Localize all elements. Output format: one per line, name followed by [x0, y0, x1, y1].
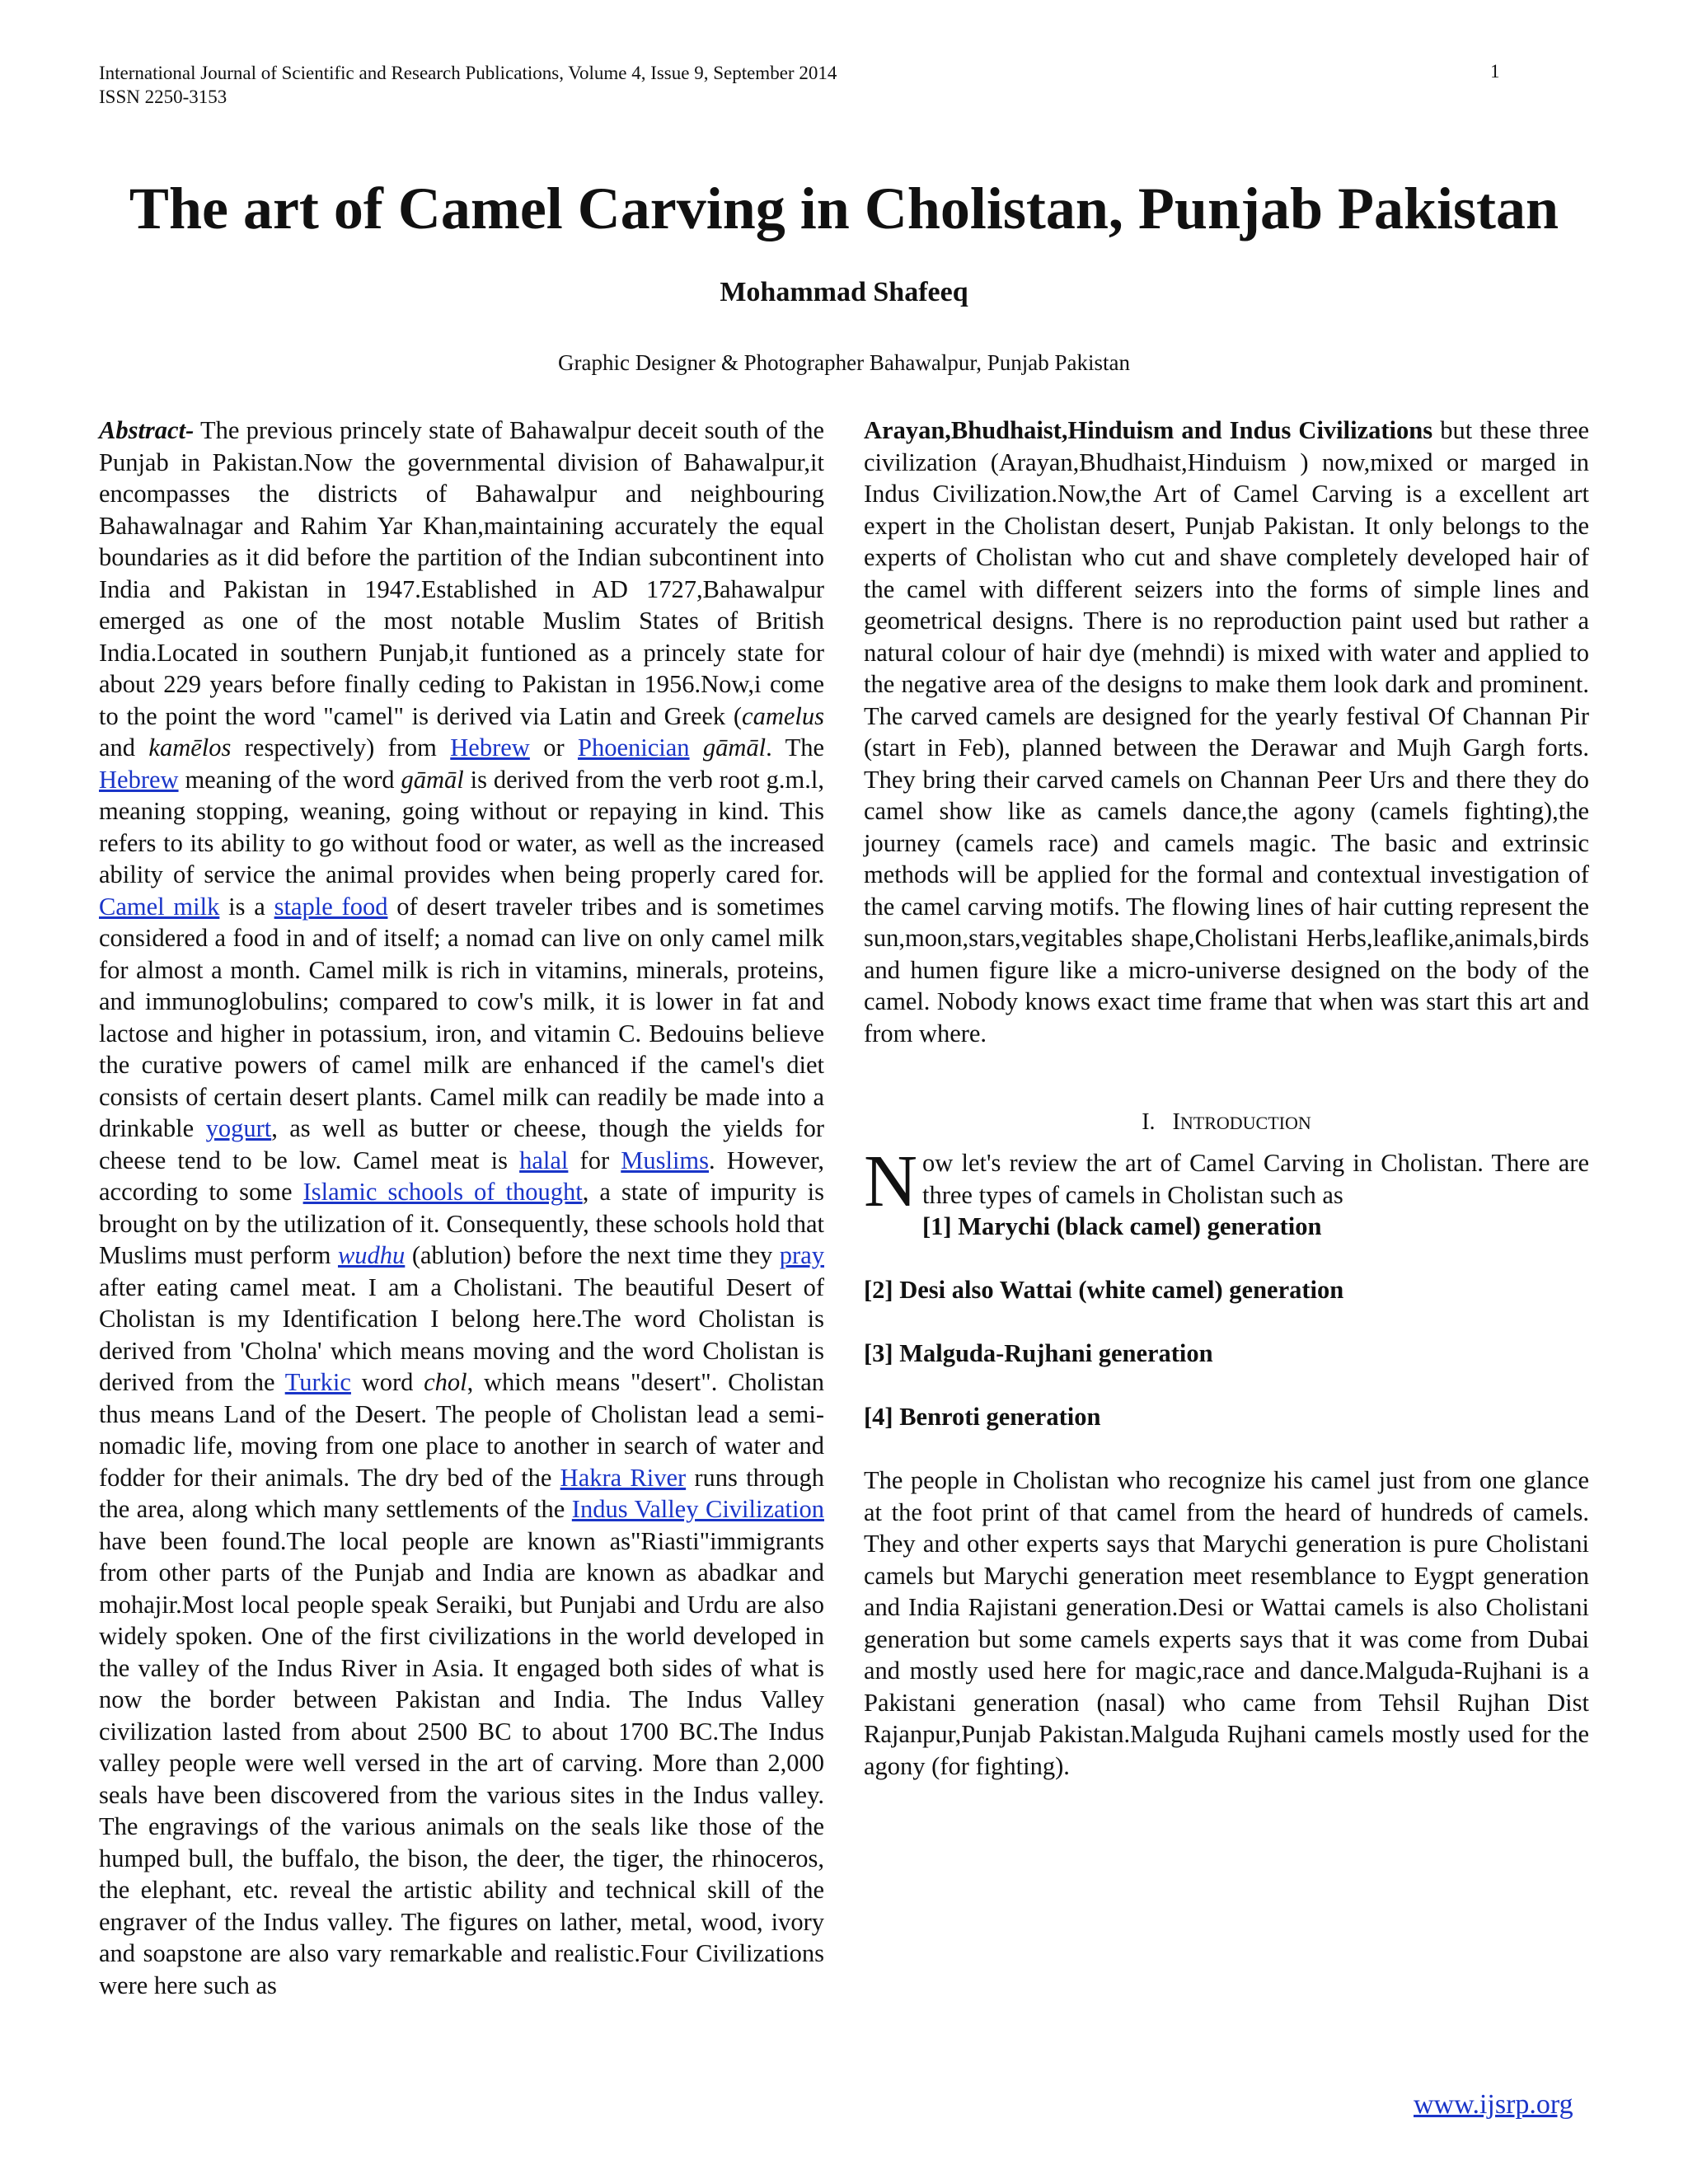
link-indus-valley-civilization[interactable]: Indus Valley Civilization — [571, 1495, 824, 1523]
link-hebrew-2[interactable]: Hebrew — [99, 765, 179, 794]
link-camel-milk[interactable]: Camel milk — [99, 892, 220, 921]
drop-cap: N — [864, 1141, 917, 1222]
link-turkic[interactable]: Turkic — [284, 1368, 351, 1396]
journal-citation: International Journal of Scientific and Research Publications, Volume 4, Issue 9, September 2014 — [99, 63, 837, 83]
abstract-label: Abstract- — [99, 416, 195, 444]
link-staple-food[interactable]: staple food — [274, 892, 388, 921]
generation-item: [2] Desi also Wattai (white camel) generation — [864, 1276, 1344, 1304]
left-column — [99, 415, 824, 2001]
generation-item: [3] Malguda-Rujhani generation — [864, 1339, 1213, 1367]
link-hakra-river[interactable]: Hakra River — [560, 1463, 687, 1492]
author-affiliation: Graphic Designer & Photographer Bahawalpur, Punjab Pakistan — [557, 350, 1130, 375]
link-wudhu[interactable]: wudhu — [337, 1241, 406, 1269]
link-phoenician[interactable]: Phoenician — [577, 733, 690, 762]
abstract-continuation: Arayan,Bhudhaist,Hinduism and Indus Civilizations but these three civilization (Arayan,Bhudhaist,Hinduism ) now,mixed or marged in Indus Civilization.Now,the Art of Camel Carving is a excellent art expert in the Cholistan desert, Punjab Pakistan. It only belongs to the experts of Cholistan who cut and shave completely developed hair of the camel with different seizers into the forms of simple lines and geometrical designs. There is no reproduction paint used but rather a natural colour of hair dye (mehndi) is mixed with water and applied to the negative area of the designs to make them look dark and prominent. The carved camels are designed for the yearly festival Of Channan Pir (start in Feb), planned between the Derawar and Mujh Gargh forts. They bring their carved camels on Channan Peer Urs and there they do camel show like as camels dance,the agony (camels fighting),the journey (camels race) and camels magic. The basic and extrinsic methods will be applied for the formal and contextual investigation of the camel carving motifs. The flowing lines of hair cutting represent the sun,moon,stars,vegitables shape,Cholistani Herbs,leaflike,animals,birds and humen figure like a micro-universe designed on the body of the camel. Nobody knows exact time frame that when was start this art and from where. — [864, 416, 1589, 1047]
link-hebrew[interactable]: Hebrew — [450, 733, 530, 762]
footer-website-link[interactable]: www.ijsrp.org — [1414, 2089, 1573, 2120]
civilizations-bold: Arayan,Bhudhaist,Hinduism and Indus Civilizations — [864, 416, 1433, 444]
intro-lead: Now let's review the art of Camel Carving in Cholistan. There are three types of camels in Cholistan such as — [864, 1141, 1589, 1222]
author-name: Mohammad Shafeeq — [720, 277, 968, 307]
link-muslims[interactable]: Muslims — [621, 1146, 710, 1174]
paper-title: The art of Camel Carving in Cholistan, Punjab Pakistan — [129, 176, 1559, 241]
issn: ISSN 2250-3153 — [99, 87, 227, 107]
generation-item: [1] Marychi (black camel) generation — [922, 1212, 1322, 1240]
link-islamic-schools[interactable]: Islamic schools of thought — [302, 1178, 583, 1206]
abstract-paragraph: Abstract- The previous princely state of Bahawalpur deceit south of the Punjab in Pakistan.Now the governmental division of Bahawalpur,it encompasses the districts of Bahawalpur and neighbouring Bahawalnagar and Rahim Yar Khan,maintaining accurately the equal boundaries as it did before the partition of the Indian subcontinent into India and Pakistan in 1947.Established in AD 1727,Bahawalpur emerged as one of the most notable Muslim States of British India.Located in southern Punjab,it funtioned as a princely state for about 229 years before finally ceding to Pakistan in 1956.Now,i come to the point the word "camel" is derived via Latin and Greek (camelus and kamēlos respectively) from Hebrew or Phoenician gāmāl. The Hebrew meaning of the word gāmāl is derived from the verb root g.m.l, meaning stopping, weaning, going without or repaying in kind. This refers to its ability to go without food or water, as well as the increased ability of service the animal provides when being properly cared for. Camel milk is a staple food of desert traveler tribes and is sometimes considered a food in and of itself; a nomad can live on only camel milk for almost a month. Camel milk is rich in vitamins, minerals, proteins, and immunoglobulins; compared to cow's milk, it is lower in fat and lactose and higher in potassium, iron, and vitamin C. Bedouins believe the curative powers of camel milk are enhanced if the camel's diet consists of certain desert plants. Camel milk can readily be made into a drinkable yogurt, as well as butter or cheese, though the yields for cheese tend to be low. Camel meat is halal for Muslims. However, according to some Islamic schools of thought, a state of impurity is brought on by the utilization of it. Consequently, these schools hold that Muslims must perform wudhu (ablution) before the next time they pray after eating camel meat. I am a Cholistani. The beautiful Desert of Cholistan is my Identification I belong here.The word Cholistan is derived from 'Cholna' which means moving and the word Cholistan is derived from the Turkic word chol, which means "desert". Cholistan thus means Land of the Desert. The people of Cholistan lead a semi-nomadic life, moving from one place to another in search of water and fodder for their animals. The dry bed of the Hakra River runs through the area, along which many settlements of the Indus Valley Civilization have been found.The local people are known as"Riasti"immigrants from other parts of the Punjab and India are known as abadkar and mohajir.Most local people speak Seraiki, but Punjabi and Urdu are also widely spoken. One of the first civilizations in the world developed in the valley of the Indus River in Asia. It engaged both sides of what is now the border between Pakistan and India. The Indus Valley civilization lasted from about 2500 BC to about 1700 BC.The Indus valley people were well versed in the art of carving. More than 2,000 seals have been discovered from the various sites in the Indus valley. The engravings of the various animals on the seals like those of the humped bull, the buffalo, the bison, the deer, the tiger, the rhinoceros, the elephant, etc. reveal the artistic ability and technical skill of the engraver of the Indus valley. The figures on lather, metal, wood, ivory and soapstone are also vary remarkable and realistic.Four Civilizations were here such as — [99, 416, 825, 1999]
page-number: 1 — [1490, 61, 1500, 82]
link-halal[interactable]: halal — [519, 1146, 569, 1174]
generation-item: [4] Benroti generation — [864, 1403, 1101, 1431]
link-yogurt[interactable]: yogurt — [205, 1114, 272, 1142]
intro-paragraph: The people in Cholistan who recognize his camel just from one glance at the foot print of that camel from the heard of hundreds of camels. They and other experts says that Marychi generation is pure Cholistani camels but Marychi generation meet resemblance to Eygpt generation and India Rajistani generation.Desi or Wattai camels is also Cholistani generation but some camels experts says that it was come from Dubai and mostly used here for magic,race and dance.Malguda-Rujhani is a Pakistani generation (nasal) who came from Tehsil Rujhan Dist Rajanpur,Punjab Pakistan.Malguda Rujhani camels mostly used for the agony (for fighting). — [864, 1466, 1589, 1780]
link-pray[interactable]: pray — [779, 1241, 824, 1269]
section-heading-introduction: I. INTRODUCTION — [1142, 1109, 1311, 1135]
running-header — [99, 61, 837, 109]
right-column — [864, 415, 1589, 1782]
